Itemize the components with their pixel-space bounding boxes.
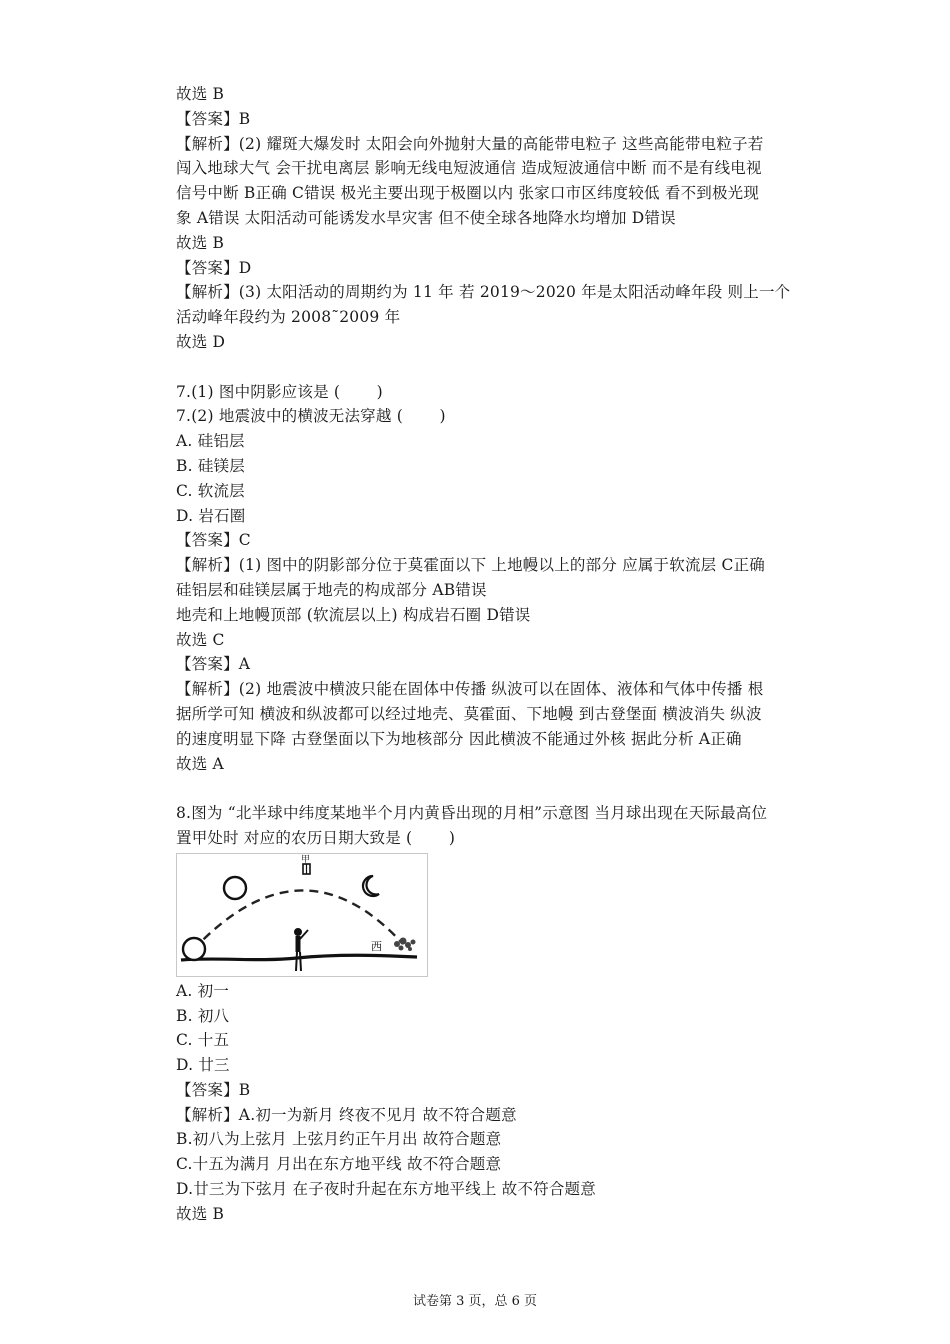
text-line: 故选 C bbox=[176, 630, 225, 649]
text-line: 【答案】B bbox=[176, 109, 251, 128]
observer-icon bbox=[295, 928, 309, 971]
option-b: B. 初八 bbox=[176, 1006, 230, 1025]
text-line: 故选 A bbox=[176, 754, 224, 773]
crescent-moon-icon bbox=[363, 876, 379, 896]
block-1 bbox=[176, 82, 816, 355]
shrub-icon bbox=[394, 937, 416, 951]
text-line: 【答案】C bbox=[176, 531, 251, 550]
text-line: 置甲处时 对应的农历日期大致是 ( ) bbox=[176, 828, 456, 847]
text-line: 地壳和上地幔顶部 (软流层以上) 构成岩石圈 D错误 bbox=[176, 605, 531, 624]
label-jia: 甲 bbox=[301, 854, 311, 865]
text-line: 故选 B bbox=[176, 233, 225, 252]
text-line: 8.图为 “北半球中纬度某地半个月内黄昏出现的月相”示意图 当月球出现在天际最高位 bbox=[176, 804, 768, 823]
text-line: 信号中断 B正确 C错误 极光主要出现于极圈以内 张家口市区纬度较低 看不到极光现 bbox=[176, 184, 760, 203]
text-line: B.初八为上弦月 上弦月约正午月出 故符合题意 bbox=[176, 1130, 502, 1149]
text-line: 硅铝层和硅镁层属于地壳的构成部分 AB错误 bbox=[176, 580, 487, 599]
moon-phase-diagram bbox=[177, 854, 427, 976]
option-d: D. 廿三 bbox=[176, 1056, 230, 1075]
text-line: 活动峰年段约为 2008˜2009 年 bbox=[176, 308, 401, 327]
text-line: 【解析】A.初一为新月 终夜不见月 故不符合题意 bbox=[176, 1105, 517, 1124]
text-line: 故选 D bbox=[176, 332, 226, 351]
text-line: 7.(2) 地震波中的横波无法穿越 ( ) bbox=[176, 407, 446, 426]
option-c: C. 十五 bbox=[176, 1031, 230, 1050]
text-line: 【解析】(3) 太阳活动的周期约为 11 年 若 2019～2020 年是太阳活动峰年段 则上一个 bbox=[176, 283, 791, 302]
text-line: 【解析】(2) 耀斑大爆发时 太阳会向外抛射大量的高能带电粒子 这些高能带电粒子若 bbox=[176, 134, 764, 153]
moon-phase-figure bbox=[176, 853, 428, 977]
question-8 bbox=[176, 801, 816, 977]
text-line: D.廿三为下弦月 在子夜时升起在东方地平线上 故不符合题意 bbox=[176, 1180, 596, 1199]
full-moon-icon bbox=[183, 938, 205, 960]
text-line: 故选 B bbox=[176, 85, 225, 103]
gibbous-moon-icon bbox=[224, 877, 246, 899]
label-west: 西 bbox=[371, 939, 382, 953]
horizon-line bbox=[181, 955, 417, 960]
page-footer: 试卷第 3 页，总 6 页 bbox=[412, 1294, 538, 1309]
option-b: B. 硅镁层 bbox=[176, 456, 245, 475]
text-line: 故选 B bbox=[176, 1204, 225, 1223]
text-line: 【答案】B bbox=[176, 1080, 251, 1099]
document-body bbox=[176, 82, 816, 1227]
option-d: D. 岩石圈 bbox=[176, 506, 246, 525]
question-7 bbox=[176, 380, 816, 777]
text-line: 的速度明显下降 古登堡面以下为地核部分 因此横波不能通过外核 据此分析 A正确 bbox=[176, 729, 742, 748]
text-line: 象 A错误 太阳活动可能诱发水旱灾害 但不使全球各地降水均增加 D错误 bbox=[176, 208, 676, 227]
spacer bbox=[176, 355, 816, 380]
option-c: C. 软流层 bbox=[176, 481, 245, 500]
question-8-options bbox=[176, 979, 816, 1227]
text-line: C.十五为满月 月出在东方地平线 故不符合题意 bbox=[176, 1155, 502, 1174]
text-line: 7.(1) 图中阴影应该是 ( ) bbox=[176, 382, 383, 401]
text-line: 【解析】(1) 图中的阴影部分位于莫霍面以下 上地幔以上的部分 应属于软流层 C正确 bbox=[176, 556, 765, 575]
text-line: 闯入地球大气 会干扰电离层 影响无线电短波通信 造成短波通信中断 而不是有线电视 bbox=[176, 159, 762, 178]
text-line: 【答案】A bbox=[176, 655, 251, 674]
text-line: 据所学可知 横波和纵波都可以经过地壳、莫霍面、下地幔 到古登堡面 横波消失 纵波 bbox=[176, 704, 762, 723]
option-a: A. 初一 bbox=[176, 981, 230, 1000]
spacer bbox=[176, 776, 816, 801]
text-line: 【解析】(2) 地震波中横波只能在固体中传播 纵波可以在固体、液体和气体中传播 根 bbox=[176, 680, 764, 699]
text-line: 【答案】D bbox=[176, 258, 252, 277]
option-a: A. 硅铝层 bbox=[176, 432, 245, 451]
